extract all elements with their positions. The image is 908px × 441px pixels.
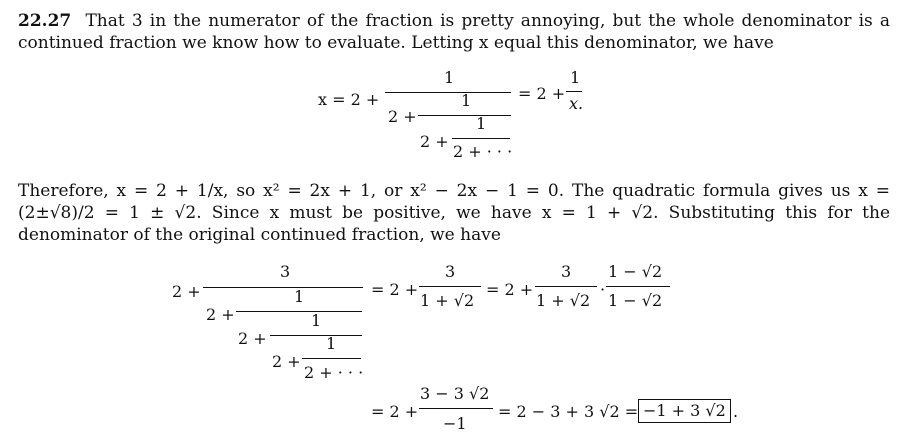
eq2-eq-2: = 2 + [486,280,534,299]
substitution-line: Since x must be positive, we have x = 1 + √2. Substituting this for the denominator of the original continued fraction, we have [18,203,890,245]
eq3-bar [419,408,493,409]
eq2-frac3-den: 1 − √2 [608,291,663,310]
eq2-bar-2 [236,311,362,312]
eq2-frac2-bar [535,286,597,287]
eq2-frac1-den: 1 + √2 [420,291,475,310]
eq3-den: −1 [443,414,467,433]
eq1-dots: 2 + · · · [453,142,513,161]
eq2-num-1b: 1 [311,311,322,330]
eq2-dot: · [600,280,606,299]
eq1-lhs: x = 2 + [318,90,380,109]
eq1-bar-1 [385,92,511,93]
problem-number: 22.27 [18,11,72,31]
eq2-eq-1: = 2 + [371,280,419,299]
eq1-num-1: 1 [444,68,455,87]
eq1-rhs: = 2 + [518,84,566,103]
eq2-lead: 2 + [172,282,201,301]
eq2-frac1-num: 3 [445,262,456,281]
eq2-frac2-den: 1 + √2 [536,291,591,310]
eq2-num-1a: 1 [294,287,305,306]
eq1-rhs-num: 1 [570,68,581,87]
eq3-end: . [733,402,739,421]
eq2-2plus-2: 2 + [238,329,267,348]
eq1-num-3: 1 [476,114,487,133]
eq2-num-3: 3 [280,262,291,281]
solution-text [18,180,890,246]
eq1-rhs-bar [566,91,582,92]
quadratic-line: Therefore, x = 2 + 1/x, so x² = 2x + 1, or x² − 2x − 1 = 0. The quadratic formula gives us x = (2±√8)/2 = 1 ± √2. [18,181,890,223]
eq1-bar-2 [418,115,511,116]
intro-text: That 3 in the numerator of the fraction is pretty annoying, but the whole denominator is a continued fraction we know how to evaluate. Letting x equal this denominator, we have [18,11,891,53]
eq1-bar-3 [452,138,510,139]
eq2-frac3-bar [606,286,670,287]
eq2-dots: 2 + · · · [304,363,364,382]
eq3-lhs: = 2 + [371,402,419,421]
eq2-frac2-num: 3 [561,262,572,281]
eq2-bar-3 [270,335,362,336]
final-answer-box: −1 + 3 √2 [638,399,731,423]
eq2-2plus-1: 2 + [206,305,235,324]
eq1-num-2: 1 [461,91,472,110]
eq2-bar-1 [203,287,363,288]
eq2-frac3-num: 1 − √2 [608,262,663,281]
eq2-2plus-3: 2 + [272,352,301,371]
eq1-rhs-den: x. [569,94,584,113]
eq2-frac1-bar [419,286,481,287]
problem-intro [18,10,890,54]
eq1-2plus-1: 2 + [388,107,417,126]
eq2-bar-4 [302,358,361,359]
eq1-2plus-2: 2 + [420,132,449,151]
eq2-num-1c: 1 [326,334,337,353]
eq3-mid: = 2 − 3 + 3 √2 = [498,402,639,421]
eq3-num: 3 − 3 √2 [420,384,490,403]
